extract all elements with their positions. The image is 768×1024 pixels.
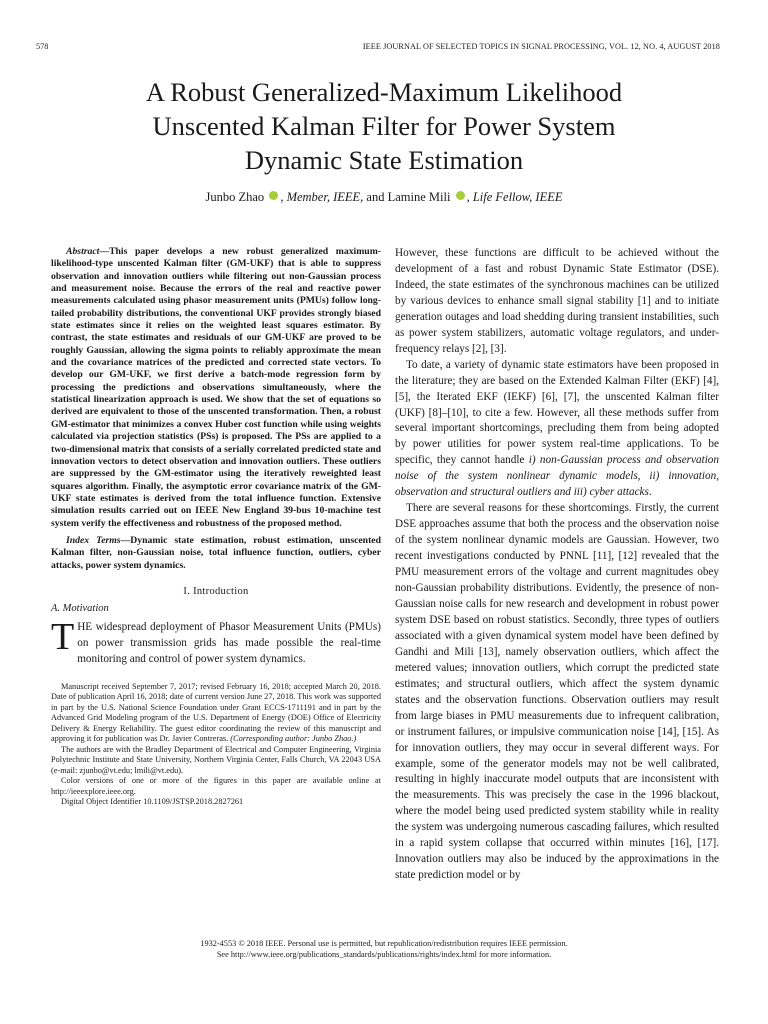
intro-paragraph bbox=[51, 615, 381, 668]
section-heading: I. Introduction bbox=[183, 585, 249, 597]
left-column bbox=[51, 246, 381, 808]
abstract bbox=[51, 246, 381, 530]
footnote-color-versions: Color versions of one or more of the figures in this paper are available online at http://ieeexplore.ieee.org. bbox=[51, 776, 381, 796]
orcid-icon[interactable] bbox=[456, 191, 465, 200]
author-conjunction: , and bbox=[360, 190, 388, 204]
journal-header: IEEE JOURNAL OF SELECTED TOPICS IN SIGNAL PROCESSING, VOL. 12, NO. 4, AUGUST 2018 bbox=[362, 42, 720, 51]
footnote-doi: Digital Object Identifier 10.1109/JSTSP.2018.2827261 bbox=[61, 797, 244, 807]
footnote-manuscript: Manuscript received September 7, 2017; revised February 16, 2018; accepted March 20, 2018. Date of publication April 16, 2018; date of current version June 27, 2018. This work was supported in part by the U.S. National Science Foundation under Grant ECCS-1711191 and in part by the Advanced Grid Modeling program of the U.S. Department of Energy (DOE) Office of Electricity Delivery & Energy Reliability. The guest editor coordinating the review of this manuscript and approving it for publication was Dr. Javier Contreras. (Corresponding author: Junbo Zhao.) bbox=[51, 681, 381, 744]
index-terms bbox=[51, 535, 381, 572]
body-paragraph: However, these functions are difficult to be achieved without the development of a fast and robust Dynamic State Estimator (DSE). Indeed, the state estimates of the synchronous machines can be utilized by various devices to enhance small signal stability [1] and to initiate generation outages and load shedding during transient instabilities, such as power system stabilizers, automatic voltage regulators, and under-frequency relays [2], [3]. bbox=[395, 247, 719, 355]
author-role: Member, IEEE bbox=[286, 190, 361, 204]
author-line: Junbo Zhao , Member, IEEE, and Lamine Mili , Life Fellow, IEEE bbox=[205, 190, 563, 204]
index-terms-text: —Dynamic state estimation, robust estimation, unscented Kalman filter, non-Gaussian noise, total influence function, outliers, cyber attacks, power system dynamics. bbox=[51, 534, 381, 571]
paper-title bbox=[40, 75, 728, 177]
footnote-affiliation: The authors are with the Bradley Department of Electrical and Computer Engineering, Virginia Polytechnic Institute and State University, Northern Virginia Center, Falls Church, VA 22043 USA (e-mail: zjunbo@vt.edu; lmili@vt.edu). bbox=[51, 744, 381, 775]
body-paragraph: To date, a variety of dynamic state estimators have been proposed in the literature; they are based on the Extended Kalman Filter (EKF) [4], [5], the Iterated EKF (IEKF) [6], [7], the unscented Kalman filter (UKF) [8]–[10], to cite a few. However, all these methods suffer from several important shortcomings, precluding them from being adopted by power utilities for power system real-time applications. To be specific, they cannot handle i) non-Gaussian process and observation noise of the system nonlinear dynamic models, ii) innovation, observation and structural outliers and iii) cyber attacks. bbox=[395, 358, 719, 499]
copyright-line: 1932-4553 © 2018 IEEE. Personal use is permitted, but republication/redistribution requires IEEE permission. bbox=[200, 939, 568, 948]
author-role: Life Fellow, IEEE bbox=[472, 190, 563, 204]
title-line: Unscented Kalman Filter for Power System bbox=[152, 111, 616, 141]
title-line: A Robust Generalized-Maximum Likelihood bbox=[145, 77, 623, 107]
subsection-heading: A. Motivation bbox=[51, 602, 109, 614]
footnotes bbox=[51, 682, 381, 808]
copyright-link-line[interactable]: See http://www.ieee.org/publications_standards/publications/rights/index.html for more information. bbox=[216, 950, 552, 959]
abstract-label: Abstract bbox=[66, 246, 100, 257]
author-name: Lamine Mili bbox=[387, 190, 451, 204]
intro-text: HE widespread deployment of Phasor Measurement Units (PMUs) on power transmission grids has made possible the real-time monitoring and control of power system dynamics. bbox=[77, 620, 381, 665]
running-head bbox=[36, 42, 720, 56]
title-line: Dynamic State Estimation bbox=[244, 145, 524, 175]
index-terms-label: Index Terms bbox=[66, 534, 121, 546]
orcid-icon[interactable] bbox=[269, 191, 278, 200]
right-column bbox=[395, 246, 719, 884]
page-number: 578 bbox=[36, 42, 49, 51]
author-name: Junbo Zhao bbox=[205, 190, 265, 204]
abstract-text: —This paper develops a new robust generalized maximum-likelihood-type unscented Kalman filter (GM-UKF) that is able to suppress observation and innovation outliers while filtering out non-Gaussian process and measurement noise. Because the errors of the real and reactive power measurements calculated using phasor measurement units (PMUs) follow long-tailed probability distributions, the conventional UKF provides strongly biased state estimates since it relies on the weighted least squares estimator. By contrast, the state estimates and residuals of our GM-UKF are proved to be roughly Gaussian, allowing the sigma points to reliably approximate the mean and the covariance matrices of the predicted and corrected state vectors. To develop our GM-UKF, we first derive a batch-mode regression form by processing the predictions and observations simultaneously, where the statistical linearization approach is used. We show that the set of equations so derived are equivalent to those of the unscented transformation. Then, a robust GM-estimator that minimizes a convex Huber cost function while using weights calculated via projection statistics (PSs) is proposed. The PSs are applied to a two-dimensional matrix that consists of a serially correlated predicted state and innovation vectors to detect observation and innovation outliers. These outliers are suppressed by the GM-estimator using the iteratively reweighted least squares algorithm. Finally, the asymptotic error covariance matrix of the GM-UKF state estimates is derived from the total influence function. Extensive simulation results carried out on IEEE New England 39-bus 10-machine test system verify the effectiveness and robustness of the proposed method. bbox=[51, 246, 381, 529]
copyright-notice bbox=[40, 938, 728, 960]
body-paragraph: There are several reasons for these shortcomings. Firstly, the current DSE approaches assume that both the process and the observation noise of the system nonlinear dynamic models are Gaussian. However, two recent investigations conducted by PNNL [11], [12] revealed that the PMU measurement errors of the voltage and current magnitudes obey non-Gaussian probability distributions. Evidently, the presence of non-Gaussian noise calls for new research and development in robust power system DSE based on robust statistics. Secondly, three types of outliers associated with a given dynamical system model have been defined by Gandhi and Mili [13], namely observation outliers, which affect the metered values; innovation outliers, which corrupt the predicted state estimates; and structural outliers, which affect the system dynamic states and the observation functions. Observation outliers may result from large biases in PMU measurements due to infrequent calibration, or instrument failures, or impulsive communication noise [14], [15]. As for innovation outliers, they may occur in several different ways. For example, some of the generator models may not be well calibrated, resulting in highly inaccurate model outputs that are inconsistent with the measurements. This was precisely the case in the 1996 blackout, where the model being used predicted system stability while in reality the system was undergoing numerous cascading failures, which resulted in a rapid system collapse that occurred within minutes [16], [17]. Innovation outliers may also be induced by the approximations in the state prediction model or by bbox=[395, 502, 719, 882]
body-italic: i) non-Gaussian process and observation noise of the system nonlinear dynamic models, ii) innovation, observation and structural outliers and iii) cyber attacks bbox=[395, 454, 719, 499]
drop-cap: T bbox=[51, 615, 75, 658]
corresponding-author-note: (Corresponding author: Junbo Zhao.) bbox=[230, 734, 357, 744]
